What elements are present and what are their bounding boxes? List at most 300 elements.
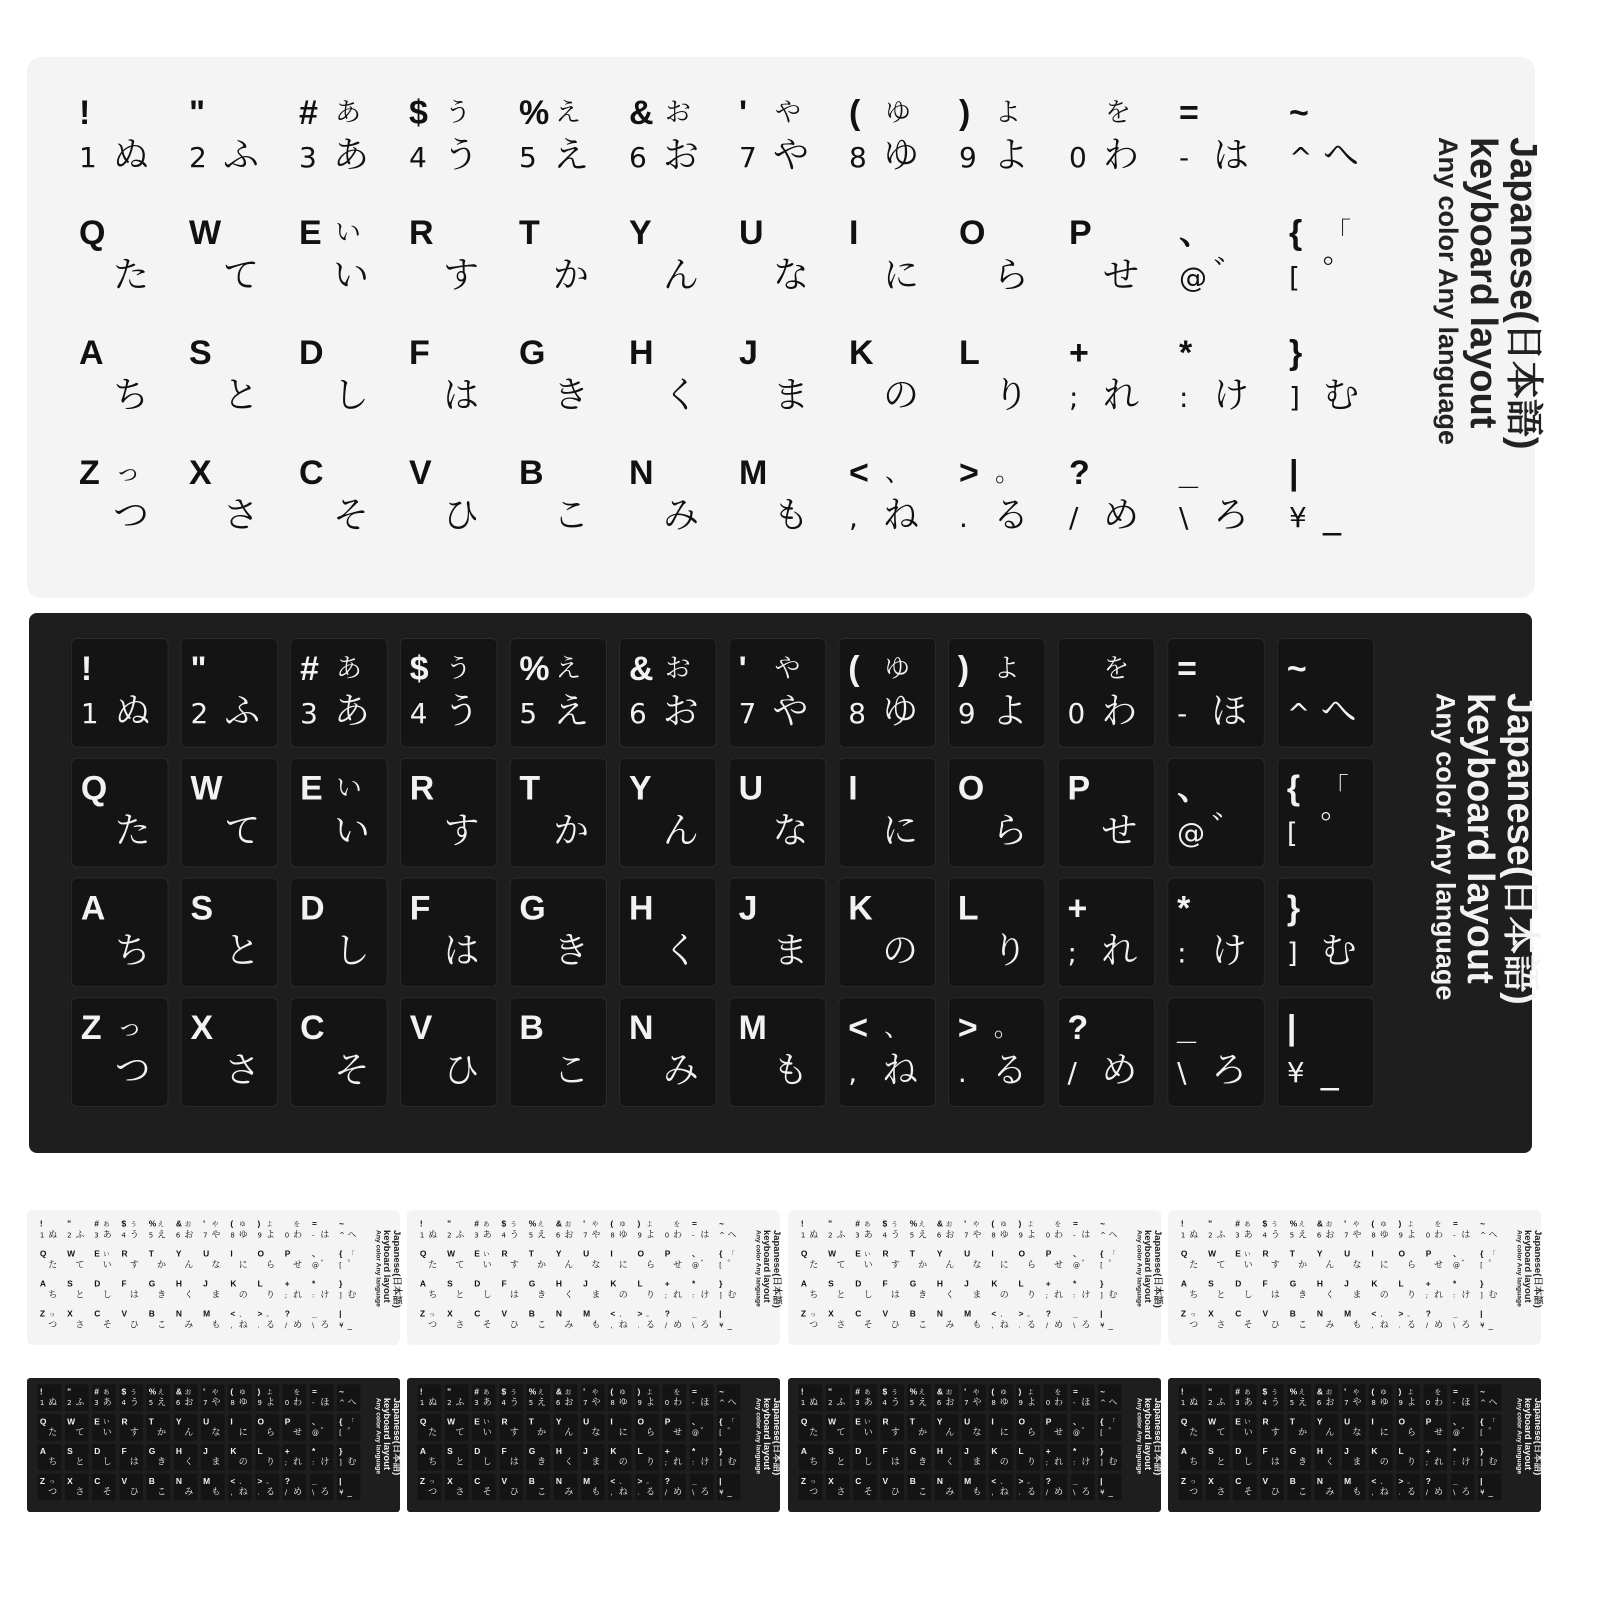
lower-right-legend: そ [102, 1486, 112, 1497]
key-sticker [581, 1276, 605, 1303]
lower-left-legend: 0 [664, 1398, 670, 1407]
upper-left-legend: 、 [1072, 1249, 1082, 1259]
key-sticker [1287, 1216, 1311, 1243]
upper-right-legend: 。 [266, 1477, 273, 1485]
lower-left-legend: 3 [94, 1230, 99, 1240]
key-sticker [608, 1444, 632, 1471]
lower-left-legend: 6 [1316, 1398, 1322, 1407]
lower-right-legend: お [564, 1229, 574, 1240]
upper-left-legend: = [691, 1387, 697, 1397]
lower-left-legend: , [991, 1487, 994, 1497]
lower-right-legend: り [265, 1289, 275, 1300]
key-sticker [826, 1473, 850, 1500]
key-sticker [201, 1246, 225, 1273]
upper-left-legend: Y [936, 1249, 943, 1259]
lower-right-legend: は [129, 1456, 139, 1467]
lower-right-legend: み [945, 1319, 955, 1330]
key-sticker [1287, 1384, 1311, 1411]
lower-right-legend: ゛ [1461, 1259, 1471, 1270]
upper-left-legend: T [148, 1249, 154, 1259]
key-sticker [729, 997, 827, 1107]
key-sticker [201, 1216, 225, 1243]
lower-right-legend: ふ [1216, 1397, 1226, 1408]
upper-left-legend: _ [691, 1309, 697, 1319]
lower-left-legend: ; [664, 1290, 668, 1300]
upper-left-legend: M [738, 1009, 767, 1048]
lower-right-legend: よ [265, 1229, 275, 1240]
lower-right-legend: う [129, 1397, 139, 1408]
upper-left-legend: O [1398, 1416, 1406, 1427]
key-sticker [1043, 1246, 1067, 1273]
lower-right-legend: ゜ [347, 1259, 357, 1270]
key-sticker [581, 1216, 605, 1243]
lower-right-legend: ゛ [320, 1259, 330, 1270]
lower-right-legend: い [1243, 1427, 1253, 1438]
upper-left-legend: G [909, 1279, 917, 1289]
lower-left-legend: 1 [800, 1230, 806, 1240]
lower-right-legend: せ [1103, 255, 1140, 296]
lower-right-legend: つ [1189, 1486, 1199, 1497]
lower-right-legend: き [537, 1289, 547, 1300]
key-sticker [581, 1384, 605, 1411]
key-sticker [1178, 1306, 1202, 1333]
lower-left-legend: 6 [936, 1398, 942, 1407]
lower-left-legend: : [691, 1290, 695, 1300]
key-sticker [907, 1414, 931, 1441]
upper-left-legend: ) [1018, 1387, 1022, 1397]
lower-left-legend: \ [691, 1487, 695, 1497]
upper-left-legend: D [94, 1279, 101, 1289]
lower-right-legend: け [1461, 1456, 1471, 1467]
key-sticker [689, 1384, 713, 1411]
lower-right-legend: な [591, 1427, 601, 1438]
key-sticker [1314, 1216, 1338, 1243]
key-sticker [1450, 1414, 1474, 1441]
upper-left-legend: Q [39, 1416, 47, 1427]
upper-right-legend: よ [646, 1220, 653, 1228]
lower-left-legend: : [1072, 1458, 1076, 1467]
key-sticker [526, 1216, 550, 1243]
lower-right-legend: す [443, 810, 480, 852]
lower-right-legend: ま [211, 1289, 221, 1300]
title-line3: Any color Any language [374, 1229, 383, 1307]
lower-right-legend: ゆ [882, 690, 919, 732]
upper-left-legend: Z [419, 1476, 426, 1486]
lower-left-legend: 1 [39, 1230, 45, 1240]
lower-right-legend: み [945, 1486, 955, 1497]
upper-right-legend: い [483, 1250, 490, 1258]
upper-right-legend: う [891, 1388, 898, 1396]
key-sticker [472, 1473, 496, 1500]
upper-right-legend: う [130, 1388, 137, 1396]
upper-left-legend: G [519, 889, 546, 928]
key-sticker [962, 1306, 986, 1333]
lower-right-legend: な [772, 810, 809, 852]
upper-left-legend: ' [1344, 1387, 1347, 1397]
lower-right-legend: ね [883, 495, 920, 536]
lower-left-legend: 8 [230, 1398, 235, 1407]
lower-right-legend: せ [673, 1427, 683, 1438]
key-sticker [962, 1276, 986, 1303]
key-sticker [717, 1306, 741, 1333]
key-sticker [934, 1414, 958, 1441]
upper-right-legend: を [1434, 1220, 1442, 1228]
lower-left-legend: - [1179, 141, 1190, 174]
upper-right-legend: う [510, 1220, 517, 1228]
upper-left-legend: P [1067, 769, 1091, 808]
key-sticker [826, 1444, 850, 1471]
lower-right-legend: れ [1434, 1456, 1444, 1467]
lower-right-legend: る [265, 1319, 275, 1330]
key-sticker [1423, 1216, 1447, 1243]
lower-right-legend: る [1406, 1486, 1416, 1497]
lower-right-legend: き [918, 1456, 928, 1467]
key-sticker [989, 1384, 1013, 1411]
lower-right-legend: た [48, 1427, 58, 1438]
key-sticker [798, 1444, 822, 1471]
lower-right-legend: に [999, 1259, 1009, 1270]
lower-left-legend: . [1018, 1320, 1021, 1330]
upper-left-legend: S [828, 1279, 834, 1289]
upper-left-legend: D [1235, 1279, 1242, 1289]
lower-right-legend: み [184, 1486, 194, 1497]
key-sticker [228, 1246, 252, 1273]
key-sticker [1396, 1246, 1420, 1273]
lower-left-legend: 0 [1425, 1398, 1431, 1407]
key-sticker [619, 878, 717, 988]
key-sticker [290, 997, 388, 1107]
upper-left-legend: Y [1316, 1249, 1323, 1259]
upper-left-legend: = [1072, 1387, 1078, 1397]
lower-right-legend: ろ [1461, 1319, 1471, 1330]
upper-right-legend: や [973, 1388, 980, 1396]
lower-right-legend: ふ [75, 1397, 85, 1408]
key-sticker [472, 1276, 496, 1303]
key-sticker [228, 1414, 252, 1441]
upper-right-legend: え [537, 1388, 545, 1396]
upper-left-legend: N [175, 1309, 182, 1319]
lower-right-legend: ね [238, 1319, 248, 1330]
upper-left-legend: ( [991, 1387, 995, 1397]
key-sticker [962, 1414, 986, 1441]
upper-left-legend: Q [39, 1249, 47, 1259]
key-sticker [853, 1306, 877, 1333]
lower-right-legend: あ [333, 135, 370, 176]
key-sticker [37, 1414, 61, 1441]
upper-left-legend: G [528, 1279, 536, 1289]
upper-right-legend: っ [48, 1477, 56, 1485]
upper-left-legend: D [1235, 1446, 1242, 1457]
upper-right-legend: 「 [348, 1250, 355, 1258]
black-sticker-sheet [1168, 1378, 1544, 1512]
upper-left-legend: U [203, 1249, 210, 1259]
upper-left-legend: J [203, 1446, 208, 1457]
lower-right-legend: か [157, 1259, 167, 1270]
key-sticker [417, 1444, 441, 1471]
lower-right-legend: ち [809, 1289, 819, 1300]
lower-right-legend: ゜ [1488, 1259, 1498, 1270]
key-sticker [853, 1444, 877, 1471]
key-sticker [717, 1246, 741, 1273]
upper-left-legend: J [964, 1446, 969, 1457]
lower-left-legend: 7 [583, 1398, 588, 1407]
key-sticker [69, 442, 167, 552]
lower-left-legend: , [230, 1320, 233, 1330]
key-sticker [1478, 1384, 1502, 1411]
upper-right-legend: を [293, 1388, 301, 1396]
lower-right-legend: ゆ [999, 1229, 1009, 1240]
lower-left-legend: - [1072, 1230, 1076, 1240]
upper-left-legend: A [800, 1446, 807, 1457]
key-sticker [1342, 1414, 1366, 1441]
upper-left-legend: Z [80, 1009, 102, 1048]
lower-left-legend: ; [1067, 936, 1077, 970]
lower-right-legend: ね [1379, 1319, 1389, 1330]
key-sticker [934, 1216, 958, 1243]
key-sticker [146, 1216, 170, 1243]
lower-left-legend: [ [719, 1428, 722, 1437]
upper-left-legend: ! [419, 1219, 423, 1229]
black-sticker-sheet [788, 1378, 1164, 1512]
key-sticker [717, 1384, 741, 1411]
lower-right-legend: ら [265, 1259, 275, 1270]
lower-right-legend: ろ [1211, 1050, 1247, 1092]
lower-right-legend: せ [1434, 1259, 1444, 1270]
lower-right-legend: き [553, 930, 590, 972]
key-sticker [907, 1306, 931, 1333]
lower-right-legend: れ [673, 1456, 683, 1467]
upper-left-legend: ' [964, 1387, 967, 1397]
lower-left-legend: ¥ [1289, 501, 1307, 534]
upper-left-legend: T [909, 1416, 915, 1427]
key-sticker [1169, 82, 1267, 192]
lower-right-legend: ゛ [1461, 1427, 1471, 1438]
upper-left-legend: I [991, 1249, 994, 1259]
upper-left-legend: 、 [311, 1249, 321, 1259]
key-sticker [1070, 1276, 1094, 1303]
title-line1: Japanese(日本語) [1152, 1397, 1164, 1476]
key-sticker [173, 1384, 197, 1411]
upper-left-legend: _ [1179, 454, 1198, 492]
upper-right-legend: お [184, 1388, 192, 1396]
upper-left-legend: I [1371, 1416, 1374, 1427]
lower-right-legend: ら [645, 1259, 655, 1270]
key-sticker [499, 1306, 523, 1333]
upper-left-legend: ) [957, 649, 970, 688]
lower-right-legend: る [265, 1486, 275, 1497]
upper-right-legend: や [774, 653, 801, 684]
upper-left-legend: E [474, 1416, 480, 1427]
upper-left-legend: ! [39, 1219, 43, 1229]
upper-right-legend: 。 [995, 458, 1022, 488]
lower-right-legend: ち [113, 375, 150, 416]
key-sticker [608, 1306, 632, 1333]
upper-left-legend: S [828, 1446, 834, 1457]
upper-left-legend: _ [311, 1309, 317, 1319]
upper-left-legend: V [501, 1476, 508, 1486]
key-sticker [662, 1414, 686, 1441]
title-line3: Any color Any language [1515, 1229, 1524, 1307]
lower-right-legend: ら [1026, 1427, 1036, 1438]
upper-left-legend: C [300, 1009, 325, 1048]
lower-left-legend: 3 [300, 696, 318, 730]
lower-right-legend: ゛ [1211, 810, 1247, 852]
upper-right-legend: や [592, 1220, 599, 1228]
upper-left-legend: N [555, 1309, 562, 1319]
upper-left-legend: _ [311, 1476, 317, 1486]
upper-left-legend: # [94, 1387, 99, 1397]
lower-right-legend: そ [863, 1319, 873, 1330]
upper-left-legend: D [474, 1446, 481, 1457]
lower-left-legend: 2 [1208, 1398, 1213, 1407]
key-sticker [689, 1246, 713, 1273]
upper-left-legend: ( [848, 649, 860, 688]
lower-left-legend: / [1067, 1056, 1077, 1090]
key-sticker [1070, 1384, 1094, 1411]
key-sticker [400, 997, 498, 1107]
upper-left-legend: { [339, 1416, 343, 1427]
key-sticker [1314, 1384, 1338, 1411]
lower-right-legend: た [1189, 1427, 1199, 1438]
key-sticker [880, 1246, 904, 1273]
key-sticker [962, 1473, 986, 1500]
lower-right-legend: も [591, 1319, 601, 1330]
key-sticker [526, 1384, 550, 1411]
lower-right-legend: た [809, 1427, 819, 1438]
upper-left-legend: { [1289, 214, 1303, 252]
lower-right-legend: き [157, 1289, 167, 1300]
lower-right-legend: ろ [700, 1319, 710, 1330]
upper-right-legend: っ [428, 1477, 436, 1485]
upper-left-legend: & [1316, 1219, 1323, 1229]
upper-left-legend: > [957, 1009, 978, 1048]
key-sticker [934, 1384, 958, 1411]
key-sticker [581, 1414, 605, 1441]
key-sticker [65, 1306, 89, 1333]
key-sticker [1369, 1216, 1393, 1243]
lower-left-legend: 7 [203, 1230, 208, 1240]
lower-right-legend: れ [1054, 1289, 1064, 1300]
key-sticker [1169, 442, 1267, 552]
key-sticker [853, 1246, 877, 1273]
key-sticker [907, 1246, 931, 1273]
lower-right-legend: な [1352, 1427, 1362, 1438]
upper-right-legend: お [665, 98, 692, 128]
key-sticker [1058, 638, 1156, 748]
key-sticker [201, 1414, 225, 1441]
lower-right-legend: ゛ [1081, 1259, 1091, 1270]
key-sticker [1279, 202, 1377, 312]
key-sticker [65, 1444, 89, 1471]
lower-right-legend: あ [863, 1229, 873, 1240]
upper-right-legend: い [864, 1417, 871, 1426]
title-line2: keyboard layout [1522, 1397, 1534, 1470]
upper-left-legend: | [1480, 1309, 1483, 1319]
lower-left-legend: , [849, 501, 858, 534]
upper-right-legend: う [891, 1220, 898, 1228]
upper-left-legend: ! [80, 649, 93, 688]
upper-right-legend: や [212, 1220, 219, 1228]
key-sticker [635, 1216, 659, 1243]
lower-right-legend: ろ [1081, 1319, 1091, 1330]
lower-right-legend: ま [591, 1289, 601, 1300]
key-sticker [1043, 1473, 1067, 1500]
upper-left-legend: W [447, 1416, 456, 1427]
key-sticker [838, 638, 936, 748]
lower-right-legend: ろ [700, 1486, 710, 1497]
upper-right-legend: え [555, 98, 582, 128]
lower-right-legend: に [238, 1259, 248, 1270]
lower-left-legend: 4 [1262, 1398, 1267, 1407]
upper-left-legend: > [959, 454, 979, 492]
lower-right-legend: た [809, 1259, 819, 1270]
lower-right-legend: ひ [1270, 1319, 1280, 1330]
lower-right-legend: わ [673, 1229, 683, 1240]
upper-left-legend: L [1398, 1446, 1404, 1457]
key-sticker [1167, 878, 1265, 988]
upper-left-legend: $ [409, 649, 429, 688]
upper-left-legend: " [828, 1219, 833, 1229]
lower-right-legend: よ [1026, 1397, 1036, 1408]
key-sticker [417, 1473, 441, 1500]
lower-right-legend: _ [347, 1319, 353, 1330]
lower-right-legend: と [836, 1456, 846, 1467]
lower-right-legend: え [553, 690, 590, 732]
lower-left-legend: 8 [230, 1230, 235, 1240]
white-sticker-sheet [27, 57, 1544, 598]
upper-left-legend: N [936, 1309, 943, 1319]
lower-left-legend: ] [339, 1290, 342, 1300]
key-sticker [337, 1414, 361, 1441]
key-sticker [662, 1246, 686, 1273]
lower-right-legend: し [482, 1289, 492, 1300]
upper-left-legend: Y [629, 769, 652, 808]
lower-left-legend: , [610, 1487, 613, 1497]
lower-right-legend: は [509, 1456, 519, 1467]
lower-right-legend: へ [1323, 135, 1360, 176]
lower-right-legend: か [157, 1427, 167, 1438]
lower-right-legend: そ [333, 1050, 370, 1092]
upper-right-legend: 「 [728, 1417, 735, 1426]
key-sticker [989, 1444, 1013, 1471]
lower-right-legend: け [700, 1289, 710, 1300]
lower-right-legend: な [211, 1259, 221, 1270]
upper-right-legend: え [537, 1220, 545, 1228]
key-sticker [1206, 1306, 1230, 1333]
upper-left-legend: P [284, 1416, 291, 1427]
key-sticker [445, 1246, 469, 1273]
key-sticker [1314, 1414, 1338, 1441]
key-sticker [1314, 1473, 1338, 1500]
lower-left-legend: 9 [1398, 1230, 1403, 1240]
upper-left-legend: | [1289, 454, 1299, 492]
lower-right-legend: さ [836, 1486, 846, 1497]
lower-right-legend: ゜ [1108, 1259, 1118, 1270]
lower-right-legend: れ [1101, 930, 1138, 972]
upper-left-legend: N [1316, 1309, 1323, 1319]
lower-right-legend: _ [727, 1319, 733, 1330]
upper-left-legend: W [67, 1249, 76, 1259]
key-sticker [581, 1246, 605, 1273]
key-sticker [989, 1306, 1013, 1333]
key-sticker [1016, 1444, 1040, 1471]
lower-right-legend: わ [293, 1397, 303, 1408]
lower-left-legend: 1 [1180, 1398, 1186, 1407]
upper-left-legend: D [299, 334, 324, 372]
upper-left-legend: Z [39, 1309, 46, 1319]
upper-left-legend: P [284, 1249, 291, 1259]
upper-left-legend: ~ [719, 1387, 725, 1397]
